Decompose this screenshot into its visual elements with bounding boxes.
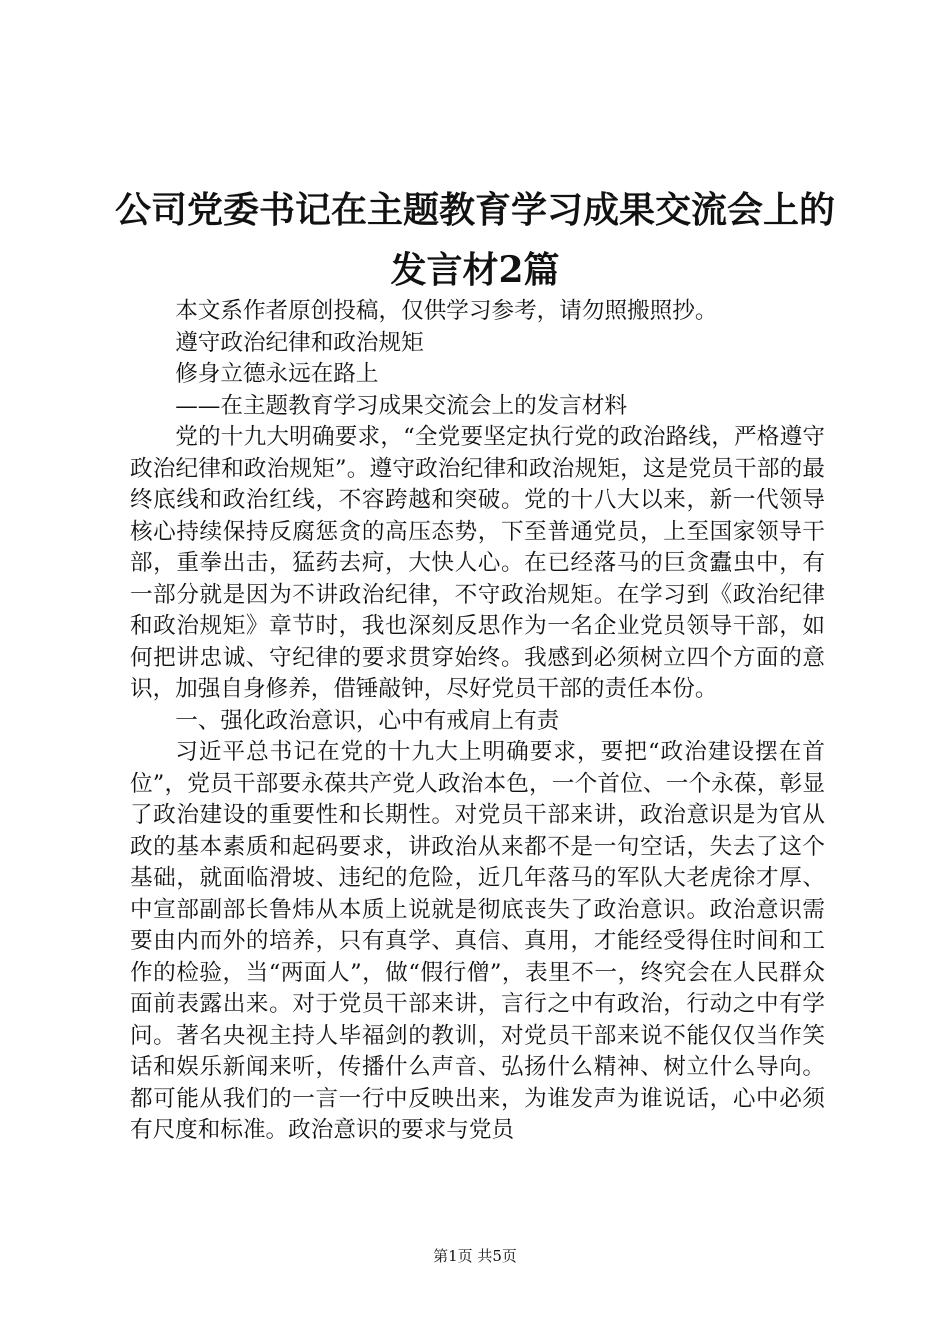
paragraph-body: 习近平总书记在党的十九大上明确要求，要把“政治建设摆在首位”，党员干部要永葆共产党人政治本色，一个首位、一个永葆，彰显了政治建设的重要性和长期性。对党员干部来讲，政治意识是为官从政的基本素质和起码要求，讲政治从来都不是一句空话，失去了这个基础，就面临滑坡、违纪的危险，近几年落马的军队大老虎徐才厚、中宣部副部长鲁炜从本质上说就是彻底丧失了政治意识。政治意识需要由内而外的培养，只有真学、真信、真用，才能经受得住时间和工作的检验，当“两面人”，做“假行僧”，表里不一，终究会在人民群众面前表露出来。对于党员干部来讲，言行之中有政治，行动之中有学问。著名央视主持人毕福剑的教训，对党员干部来说不能仅仅当作笑话和娱乐新闻来听，传播什么声音、弘扬什么精神、树立什么导向。都可能从我们的一言一行中反映出来，为谁发声为谁说话，心中必须有尺度和标准。政治意识的要求与党员 [130, 739, 825, 1143]
paragraph-heading-note: ——在主题教育学习成果交流会上的发言材料 [175, 392, 628, 419]
page-footer: 第1页 共5页 [433, 1247, 517, 1265]
paragraph-section-heading: 一、强化政治意识，心中有戒肩上有责 [175, 707, 560, 734]
paragraph-heading-sub: 修身立德永远在路上 [175, 361, 379, 387]
paragraph-body: 党的十九大明确要求，“全党要坚定执行党的政治路线，严格遵守政治纪律和政治规矩”。遵守政治纪律和政治规矩，这是党员干部的最终底线和政治红线，不容跨越和突破。党的十八大以来，新一代领导核心持续保持反腐惩贪的高压态势，下至普通党员，上至国家领导干部，重拳出击，猛药去疴，大快人心。在已经落马的巨贪蠹虫中，有一部分就是因为不讲政治纪律，不守政治规矩。在学习到《政治纪律和政治规矩》章节时，我也深刻反思作为一名企业党员领导干部，如何把讲忠诚、守纪律的要求贯穿始终。我感到必须树立四个方面的意识，加强自身修养，借锤敲钟，尽好党员干部的责任本份。 [130, 424, 825, 702]
document-title: 公司党委书记在主题教育学习成果交流会上的发言材2篇 [114, 189, 835, 291]
paragraph-heading-main: 遵守政治纪律和政治规矩 [175, 329, 424, 356]
paragraph-disclaimer: 本文系作者原创投稿，仅供学习参考，请勿照搬照抄。 [175, 298, 718, 324]
document-body [130, 296, 825, 1147]
